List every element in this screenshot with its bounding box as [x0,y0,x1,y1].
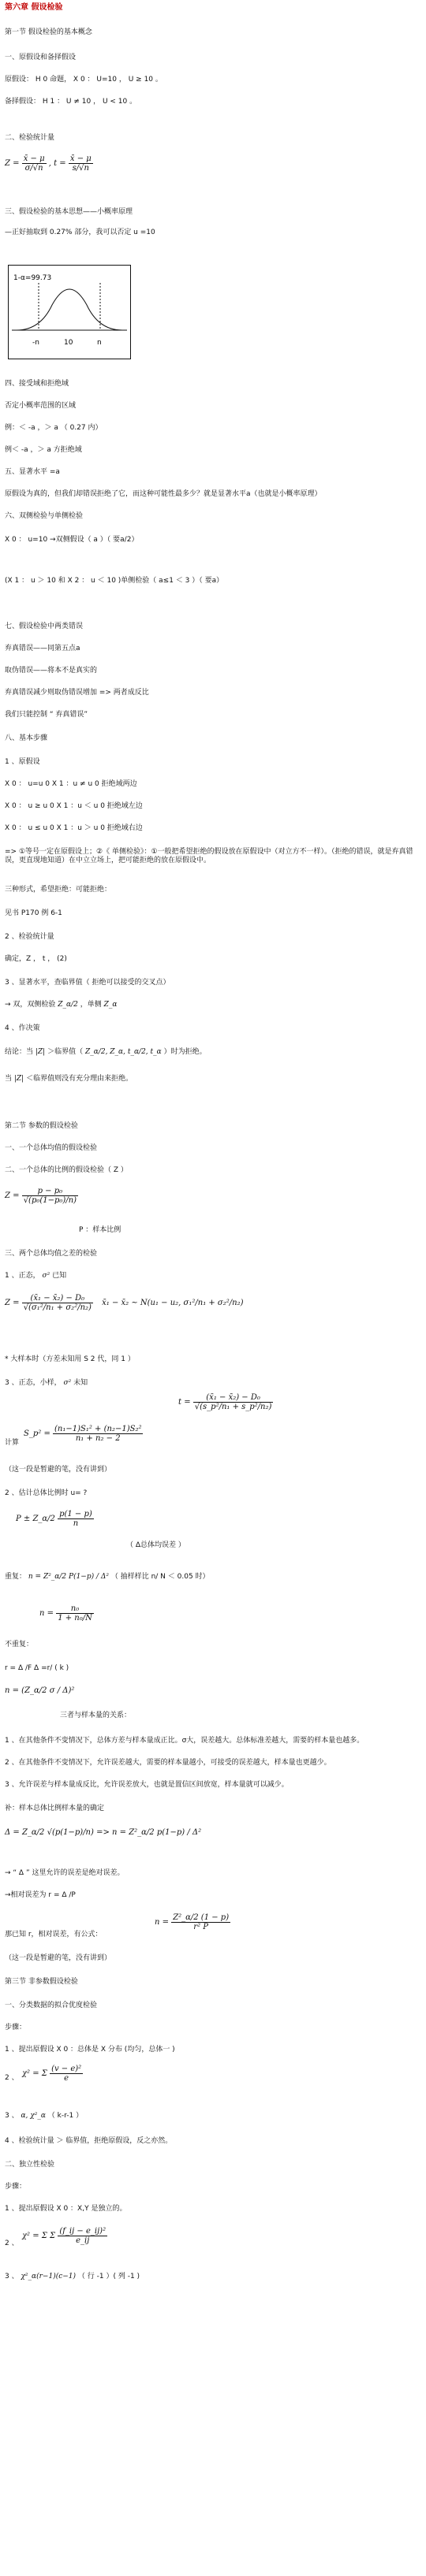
text-line [5,1379,88,1388]
text-fragment: 3 、正态，小样， [5,1379,62,1387]
text-line: 2 、在其他条件不变情况下，允许误差越大，需要的样本量越小，可接受的误差越大，样本量也更越少。 [5,1759,331,1767]
formula-two-mean-z: Z = $\frac{\text{(x̄₁ − x̄₂) − D₀}}{\text{√(σ₁²/n₁ + σ₂²/n₂)}}$ x̄₁ − x̄₂ ~ N(u₁ − u₂, σ₁²/n₁ + σ₂²/n₂) [5,1294,244,1312]
text-line: 弃真错误——同第五点a [5,645,80,652]
subheading: 四、接受域和拒绝域 [5,380,69,388]
abs-z-symbol: |Z| [35,1048,46,1056]
text-line [5,2074,19,2083]
text-line: 1 、在其他条件不变情况下，总体方差与样本量成正比。σ大，误差越大。总体标准差越大，需要的样本量也越多。 [5,1737,364,1745]
formula-ci-proportion: P ± Z_α/2 $\frac{p(1 - p)}{n}$ [16,1510,92,1528]
left-bound-label: -n [32,339,39,347]
text-fragment: （ k-r-1 ） [47,2112,84,2120]
text-line: 弃真错误减少则取伪错误增加 => 两者成反比 [5,689,149,697]
formula-z-proportion: Z = $\frac{\text{p − p₀}}{\text{√(p₀(1−p₀)/n)}}$ [5,1187,77,1205]
text-line: →相对误差为 r = Δ /P [5,1891,76,1899]
text-line: r = Δ /F Δ =r/ ( k ) [5,1664,69,1672]
text-line: * 大样本时（方差未知用 S 2 代，同 1 ） [5,1355,135,1363]
text-fragment: 当 [5,1075,13,1083]
text-fragment: 已知 [52,1272,67,1280]
text-fragment: ＞临界值（ [47,1048,84,1056]
text-line: 确定，Z ， t ， (2) [5,955,67,963]
formula-sp2: S_p² = $\frac{\text{(n₁−1)S₁² + (n₂−1)S₂²}}{\text{n₁ + n₂ − 2}}$ [24,1425,142,1443]
normal-curve-svg [9,266,130,359]
text-line: 步骤： [5,2024,27,2031]
text-fragment: 1 、正态， [5,1272,40,1280]
section-heading: 第三节 非参数假设检验 [5,1978,78,1986]
text-line [5,2112,83,2121]
normal-curve-figure [8,265,131,359]
text-fragment: 结论：当 [5,1048,34,1056]
text-line [5,1048,207,1057]
two-mean-dist: x̄₁ − x̄₂ ~ N(u₁ − u₂, σ₁²/n₁ + σ₂²/n₂) [102,1299,244,1307]
text-line: 1 、原假设 [5,758,40,766]
text-line: （这一段是暂避的笔，没有讲到） [5,1954,112,1962]
subheading: 五、显著水平 =a [5,468,60,476]
text-line: P ：样本比例 [79,1226,121,1234]
text-line: 2 、估计总体比例时 u= ? [5,1489,88,1497]
chi-independence-critical: χ²_α(r−1)(c−1) [21,2273,77,2280]
text-line: 4 、检验统计量 ＞ 临界值，拒绝原假设，反之亦然。 [5,2137,173,2145]
text-line: 3 、允许误差与样本量成反比，允许误差放大，也就是置信区间放宽，样本量就可以减少。 [5,1781,289,1789]
text-line [5,2273,140,2281]
text-line: 三种形式，希望拒绝：可能拒绝： [5,886,112,894]
abs-z-symbol: |Z| [13,1075,24,1083]
text-line: X 0 ： u ≤ u 0 X 1 ：u ＞ u 0 拒绝域右边 [5,824,143,832]
subheading: 六、双侧检验与单侧检验 [5,512,84,520]
text-line: 4 、作决策 [5,1024,40,1032]
subheading: 一、原假设和备择假设 [5,54,77,61]
text-line: 计算 [5,1439,20,1447]
z-alpha-symbol: Z_α [103,1001,118,1009]
text-line: → “ Δ ” 这里允许的误差是绝对误差。 [5,1869,125,1877]
subheading: 二、检验统计量 [5,134,55,142]
text-fragment: ）时为拒绝。 [163,1048,207,1056]
text-line: 备择假设： H 1 ： U ≠ 10 ， U < 10 。 [5,98,137,106]
text-line: 我们只能控制 “ 弃真错误” [5,711,88,719]
text-fragment: ＜临界值则没有充分理由来拒绝。 [26,1075,133,1083]
text-line [5,1573,210,1582]
formula-n-relative: n = $\frac{\text{Z²\_α/2 (1 − p)}}{\text{r² P}}$ [155,1913,230,1931]
formula-n-sigma: n = (Z_α/2 σ / Δ)² [5,1686,75,1695]
chi-critical: α, χ²_α [21,2112,46,2120]
text-line: 步骤： [5,2183,27,2191]
sigma2-symbol: σ² [42,1272,50,1280]
text-fragment: 未知 [73,1379,88,1387]
text-fragment: → 双，双侧检验 [5,1001,56,1009]
text-line: 例＜ -a ，＞ a 方拒绝域 [5,446,82,454]
text-fragment: （ 行 -1 ）( 列 -1 ) [77,2273,140,2280]
text-fragment: 重复： [5,1573,27,1581]
mid-label: 10 [64,339,73,347]
text-line: 原假设为真的，但我们却错误拒绝了它，而这种可能性最多少？就是显著水平a（也就是小概率原理） [5,490,322,498]
text-line [5,2240,19,2248]
text-line: 1 、提出原假设 X 0 ：X,Y 是独立的。 [5,2205,127,2213]
right-bound-label: n [97,339,102,347]
text-line: 原假设： H 0 命题， X 0 ： U=10 ， U ≥ 10 。 [5,76,163,84]
subheading: 二、独立性检验 [5,2161,55,2169]
text-line: —正好抽取到 0.27% 部分，我可以否定 u =10 [5,229,155,236]
formula-delta-proportion: Δ = Z_α/2 √(p(1−p)/n) => n = Z²_α/2 p(1−p) / Δ² [5,1828,202,1837]
formula-t-small: t = $\frac{\text{(x̄₁ − x̄₂) − D₀}}{\text{√(s\_p²/n₁ + s\_p²/n₂)}}$ [178,1393,272,1411]
subheading: 三、两个总体均值之差的检验 [5,1250,98,1258]
sigma2-symbol: σ² [63,1379,72,1387]
text-line: X 0 ： u=10 →双侧假设（ a ）（ 要a/2） [5,536,139,544]
curve-line [17,289,122,330]
section-heading: 第二节 参数的假设检验 [5,1122,78,1130]
confidence-label: 1-α=99.73 [13,274,52,282]
text-line: 补：样本总体比例样本量的确定 [5,1805,105,1812]
critical-list: Z_α/2, Z_α, t_α/2, t_α [84,1048,162,1056]
text-line: 取伪错误——将本不是真实的 [5,667,98,675]
text-fragment: 3 、 [5,2273,19,2280]
text-line: 2 、检验统计量 [5,933,54,941]
text-line: 不重复： [5,1641,34,1649]
text-line: 否定小概率范围的区域 [5,402,77,410]
text-line [5,1075,133,1084]
subheading: 一、分类数据的拟合优度检验 [5,2002,98,2009]
text-line: （ Δ总体均误差 ） [126,1541,185,1549]
text-line [5,1001,117,1009]
text-fragment: 2 、 [5,2240,19,2247]
text-line: 1 、提出原假设 X 0 ：总体是 X 分布 (均匀，总体一 ) [5,2046,175,2054]
chapter-title: 第六章 假设检验 [5,3,63,12]
text-line: 3 、显著水平，查临界值（ 拒绝可以接受的交叉点） [5,979,170,987]
text-fragment: 3 、 [5,2112,19,2120]
text-line: 那已知 r，相对误差，有公式： [5,1931,103,1939]
subheading: 七、假设检验中两类错误 [5,623,84,630]
formula-n-repeat: n = Z²_α/2 P(1−p) / Δ² [28,1573,109,1581]
section-heading: 第一节 假设检验的基本概念 [5,28,92,36]
subheading: 八、基本步骤 [5,734,48,742]
text-line: X 0 ： u ≥ u 0 X 1 ：u ＜ u 0 拒绝域左边 [5,802,143,810]
text-line: => ①等号一定在原假设上；②《 单侧检验》：①一般把希望拒绝的假设放在原假设中（对立方不一样）。（拒绝的错误，就是弃真错误，更直现地知道）在中立立场上，把可能拒绝的放在原假设中。 [5,848,413,864]
z-alpha2-symbol: Z_α/2 [58,1001,78,1009]
text-fragment: （ 抽样样比 n/ N ＜ 0.05 时） [110,1573,210,1581]
text-line: X 0 ： u=u 0 X 1 ：u ≠ u 0 拒绝域两边 [5,780,137,788]
subheading: 二、一个总体的比例的假设检验（ Z ） [5,1166,128,1174]
text-fragment: 2 、 [5,2074,19,2082]
text-line: (X 1 ： u ＞ 10 和 X 2 ： u ＜ 10 )单侧检验（ a≤1 ＜ 3 ）（ 要a） [5,577,224,585]
formula-n-noreplace: n = $\frac{\text{n₀}}{\text{1 + n₀/N}}$ [39,1604,92,1623]
text-line: （这一段是暂避的笔，没有讲到） [5,1466,112,1474]
formula-chi-independence: χ² = Σ Σ $\frac{\text{(f\_ij − e\_ij)²}}{e\_ij}$ [22,2227,106,2245]
formula-chi-fit: χ² = Σ $\frac{\text{(v − e)²}}{e}$ [22,2065,82,2083]
subheading: 三、假设检验的基本思想——小概率原理 [5,208,133,216]
subheading: 一、一个总体均值的假设检验 [5,1144,98,1152]
formula-z-t: Z = $\frac{x̄ - \mu}{\sigma/√n}$ , t = $\frac{x̄ - \mu}{s/√n}$ [5,154,92,173]
text-fragment: ，单侧 [80,1001,102,1009]
text-line [5,1272,66,1281]
text-line: 三者与样本量的关系： [60,1712,132,1719]
text-line: 见书 P170 例 6-1 [5,909,62,917]
text-line: 例：＜ -a ，＞ a （ 0.27 内） [5,424,103,432]
